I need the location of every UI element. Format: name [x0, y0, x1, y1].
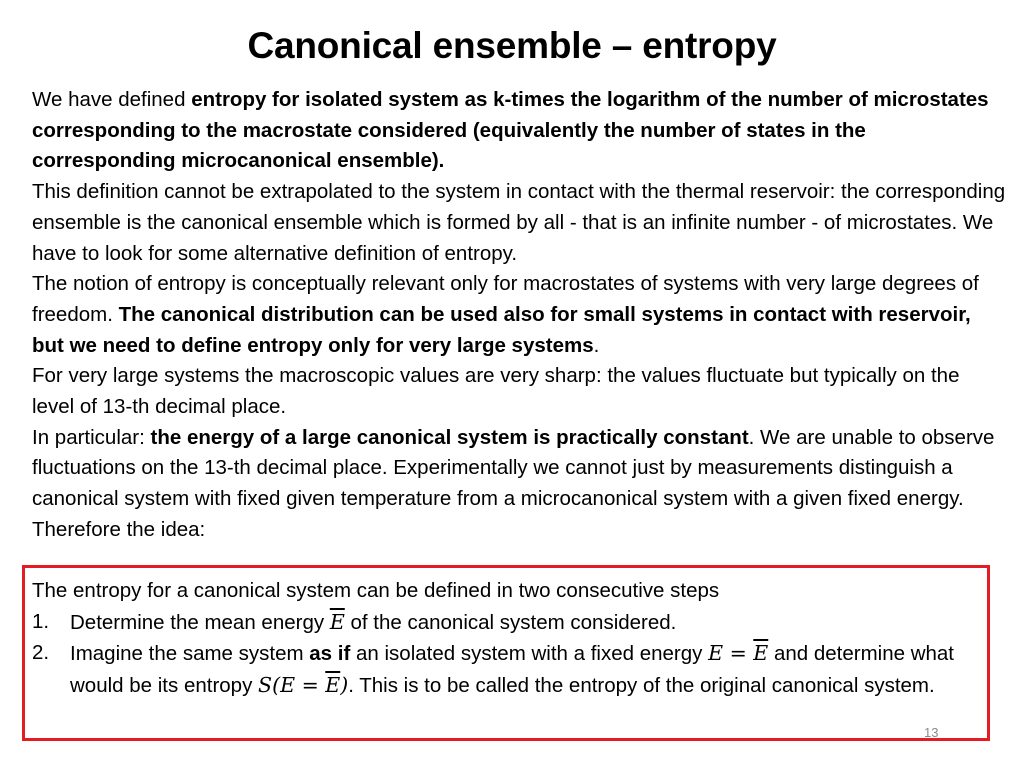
definition-step-1	[32, 607, 982, 639]
equals-symbol: =	[723, 641, 754, 666]
mean-energy-symbol: $\overline{E}$	[325, 673, 341, 698]
paragraph-entropy-notion	[32, 269, 1007, 361]
paragraph-bold-text: entropy for isolated system as k-times the logarithm of the number of microstates corresponding to the macrostate considered (equivalently the number of states in the corresponding microcanonical ensemble).	[32, 88, 989, 173]
paragraph-bold-text: the energy of a large canonical system is practically constant	[150, 425, 749, 449]
paragraph-large-systems: For very large systems the macroscopic values are very sharp: the values fluctuate but typically on the level of 13-th decimal place.	[32, 364, 960, 419]
paragraph-text: In particular:	[32, 425, 151, 449]
paragraph-entropy-definition	[32, 85, 1007, 177]
step-text-part: Determine the mean energy	[70, 610, 330, 634]
paragraph-text: The notion of entropy is conceptually relevant only for macrostates of systems with very large degrees of freedom.	[32, 272, 979, 326]
paragraph-bold-text: The canonical distribution can be used also for small systems in contact with reservoir, but we need to define entropy only for very large systems	[32, 302, 971, 357]
step-text-part: of the canonical system considered.	[344, 610, 677, 634]
slide-body	[32, 85, 1007, 546]
page-number: 13	[924, 725, 939, 740]
mean-energy-symbol: $\overline{E}$	[753, 641, 769, 666]
right-paren-symbol: )	[340, 673, 349, 698]
equals-symbol: =	[295, 673, 326, 698]
entropy-symbol: S	[258, 673, 273, 698]
left-paren-symbol: (	[272, 673, 281, 698]
step-text-part: . This is to be called the entropy of the original canonical system.	[348, 674, 935, 698]
paragraph-text: . We are unable to observe fluctuations on the 13-th decimal place. Experimentally we cannot just by measurements distinguish a canonical system with fixed given temperature from a microcanonical system with a given fixed energy. Therefore the idea:	[32, 425, 995, 541]
step-text-part: Imagine the same system	[70, 642, 310, 666]
step-text	[70, 638, 982, 701]
energy-symbol: E	[708, 641, 724, 666]
paragraph-text: We have defined	[32, 88, 192, 111]
step-text-part: and determine what would be its entropy	[70, 642, 955, 698]
definition-step-2	[32, 638, 982, 701]
step-text	[70, 607, 982, 639]
step-text-part: an isolated system with a fixed energy	[350, 642, 709, 666]
paragraph-extrapolation: This definition cannot be extrapolated to the system in contact with the thermal reservoir: the corresponding ensemble is the canonical ensemble which is formed by all - that is an infinite number - of microstates. We have to look for some alternative definition of entropy.	[32, 180, 1006, 265]
paragraph-text: .	[593, 333, 600, 357]
definition-intro: The entropy for a canonical system can be defined in two consecutive steps	[32, 579, 720, 602]
mean-energy-symbol: $\overline{E}$	[329, 609, 345, 634]
paragraph-energy-constant	[32, 423, 1007, 546]
step-number: 1.	[32, 609, 50, 633]
definition-box-content	[32, 576, 982, 702]
energy-symbol: E	[280, 673, 296, 698]
step-number: 2.	[32, 641, 50, 665]
step-bold-text: as if	[309, 642, 351, 666]
definition-steps	[32, 607, 982, 702]
slide-title: Canonical ensemble – entropy	[247, 25, 777, 66]
